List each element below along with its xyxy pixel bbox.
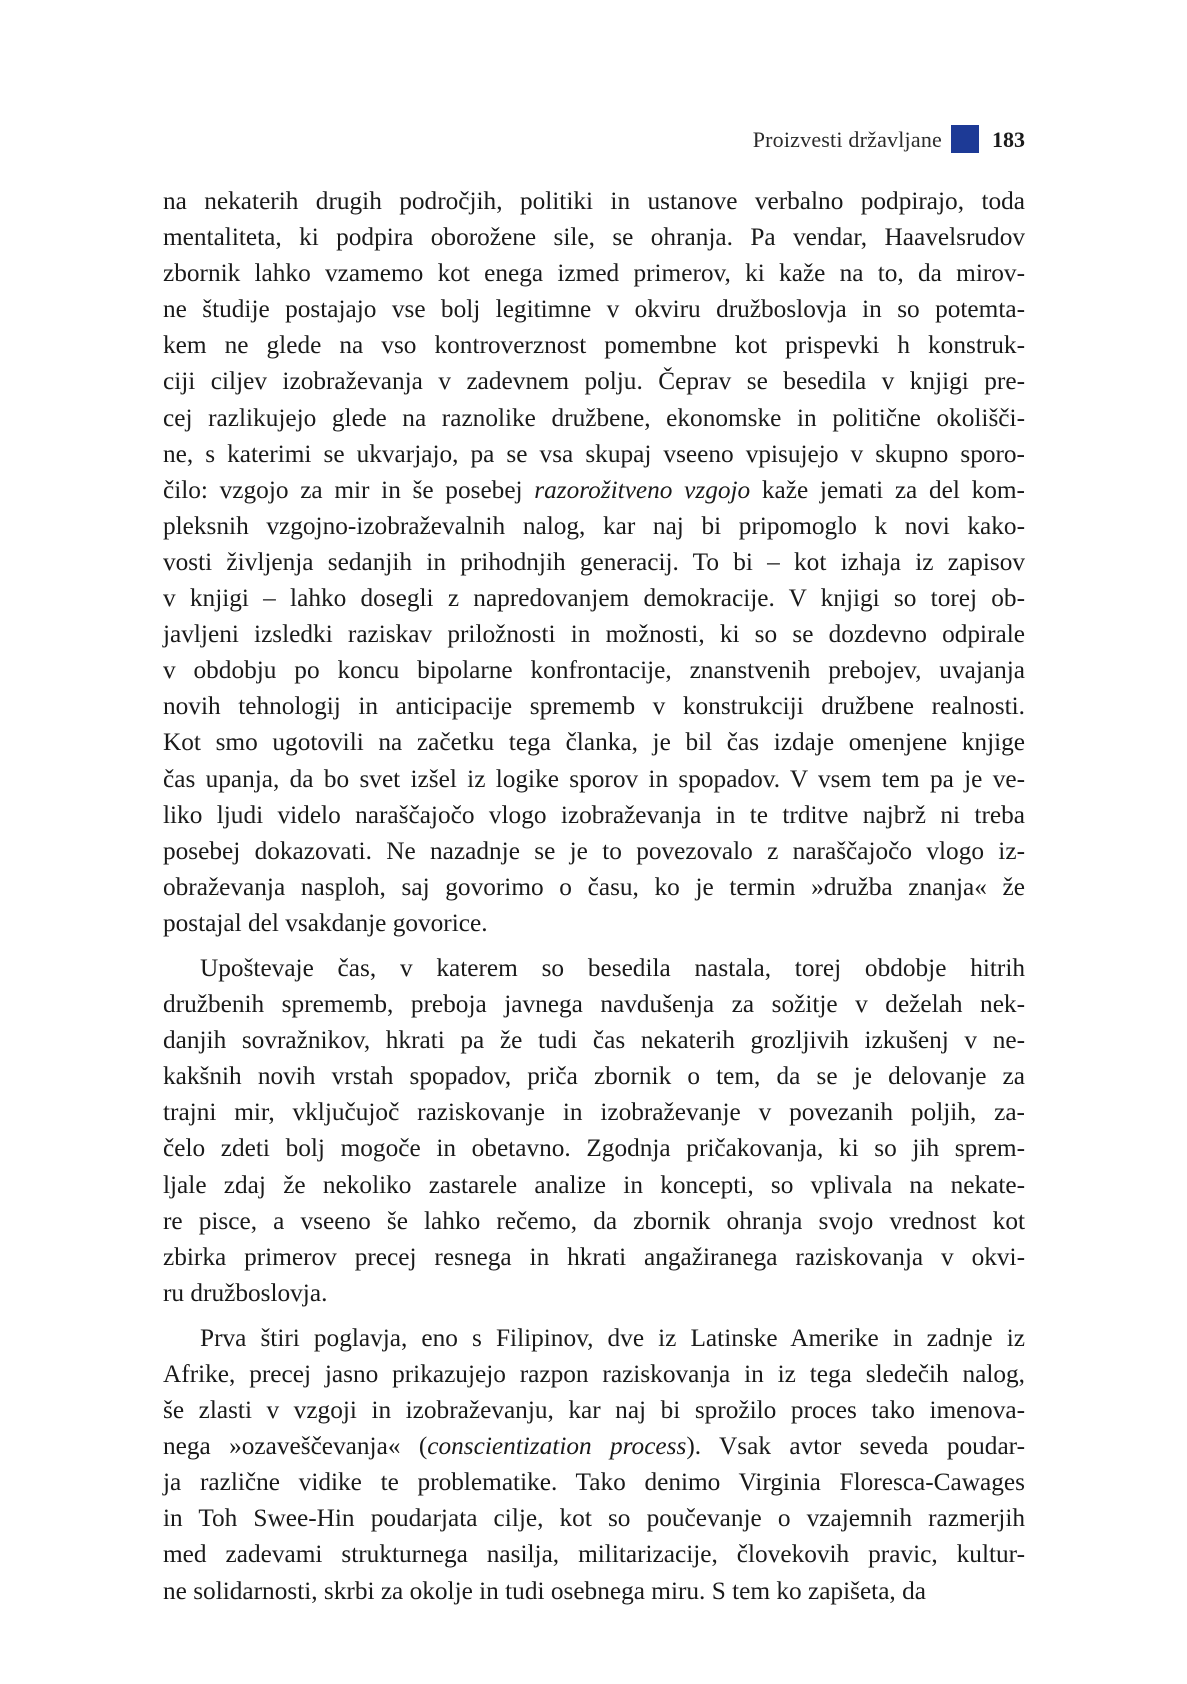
text-line	[163, 950, 1025, 986]
text-run: ne solidarnosti, skrbi za okolje in tudi osebnega miru. S tem ko zapišeta, da	[163, 1576, 926, 1605]
text-run: na nekaterih drugih področjih, politiki in ustanove verbalno podpirajo, toda	[163, 187, 1025, 215]
text-run: novih tehnologij in anticipacije sprememb v konstrukciji družbene realnosti.	[163, 692, 1025, 721]
running-header	[753, 127, 1025, 153]
text-run: med zadevami strukturnega nasilja, militarizacije, človekovih pravic, kultur-	[163, 1540, 1025, 1569]
text-line	[163, 1203, 1025, 1239]
text-line	[163, 761, 1025, 797]
text-line	[163, 797, 1025, 833]
text-run: kem ne glede na vso kontroverznost pomembne kot prispevki h konstruk-	[163, 331, 1025, 360]
text-run: trajni mir, vključujoč raziskovanje in izobraževanje v povezanih poljih, za-	[163, 1098, 1025, 1127]
paragraph	[163, 1320, 1025, 1609]
text-run: javljeni izsledki raziskav priložnosti in možnosti, ki so se dozdevno odpirale	[163, 620, 1025, 649]
text-line	[163, 255, 1025, 291]
text-line	[163, 1275, 1025, 1311]
text-line	[163, 580, 1025, 616]
text-run: čas upanja, da bo svet izšel iz logike sporov in spopadov. V vsem tem pa je ve-	[163, 764, 1025, 793]
text-line	[163, 1167, 1025, 1203]
text-line	[163, 616, 1025, 652]
text-line	[163, 472, 1025, 508]
text-run: v knjigi – lahko dosegli z napredovanjem demokracije. V knjigi so torej ob-	[163, 584, 1025, 613]
text-run: čelo zdeti bolj mogoče in obetavno. Zgodnja pričakovanja, ki so jih sprem-	[163, 1134, 1025, 1163]
text-line	[163, 1464, 1025, 1500]
text-line	[163, 652, 1025, 688]
text-line	[163, 327, 1025, 363]
paragraph-gap	[163, 941, 1025, 950]
text-line	[163, 986, 1025, 1022]
text-run: ne študije postajajo vse bolj legitimne v okviru družboslovja in so potemta-	[163, 295, 1025, 324]
text-run: vosti življenja sedanjih in prihodnjih generacij. To bi – kot izhaja iz zapisov	[163, 547, 1025, 576]
text-run: in Toh Swee-Hin poudarjata cilje, kot so poučevanje o vzajemnih razmerjih	[163, 1504, 1025, 1533]
text-line	[163, 1320, 1025, 1356]
text-line	[163, 1239, 1025, 1275]
text-line	[163, 219, 1025, 255]
text-run: Upoštevaje čas, v katerem so besedila nastala, torej obdobje hitrih	[200, 953, 1025, 982]
text-run: ciji ciljev izobraževanja v zadevnem polju. Čeprav se besedila v knjigi pre-	[163, 367, 1025, 396]
text-run: cej razlikujejo glede na raznolike družbene, ekonomske in politične okolišči-	[163, 403, 1025, 432]
text-line	[163, 1356, 1025, 1392]
text-run: čilo: vzgojo za mir in še posebej	[163, 475, 535, 504]
page-number: 183	[992, 127, 1025, 152]
text-run: Prva štiri poglavja, eno s Filipinov, dve iz Latinske Amerike in zadnje iz	[200, 1323, 1025, 1352]
text-line	[163, 724, 1025, 760]
text-run: nega »ozaveščevanja« (	[163, 1432, 428, 1461]
text-line	[163, 1392, 1025, 1428]
text-line	[163, 436, 1025, 472]
body-text	[163, 183, 1025, 1609]
text-line	[163, 183, 1025, 219]
text-run: danjih sovražnikov, hkrati pa že tudi čas nekaterih grozljivih izkušenj v ne-	[163, 1026, 1025, 1055]
paragraph-gap	[163, 1311, 1025, 1320]
text-run: Afrike, precej jasno prikazujejo razpon raziskovanja in iz tega sledečih nalog,	[163, 1360, 1025, 1388]
text-run: ). Vsak avtor seveda poudar-	[686, 1432, 1026, 1461]
running-title: Proizvesti državljane	[752, 127, 942, 152]
text-line	[163, 1094, 1025, 1130]
text-run: mentaliteta, ki podpira oborožene sile, se ohranja. Pa vendar, Haavelsrudov	[163, 223, 1025, 252]
text-run: še zlasti v vzgoji in izobraževanju, kar naj bi sprožilo proces tako imenova-	[163, 1396, 1025, 1425]
text-line	[163, 905, 1025, 941]
text-line	[163, 688, 1025, 724]
text-line	[163, 1573, 1025, 1609]
text-run: zbornik lahko vzamemo kot enega izmed primerov, ki kaže na to, da mirov-	[163, 259, 1025, 288]
header-marker-square	[951, 125, 979, 153]
text-run: zbirka primerov precej resnega in hkrati angažiranega raziskovanja v okvi-	[163, 1242, 1025, 1271]
text-line	[163, 869, 1025, 905]
text-run: posebej dokazovati. Ne nazadnje se je to povezovalo z naraščajočo vlogo iz-	[163, 836, 1025, 865]
text-run: Kot smo ugotovili na začetku tega članka, je bil čas izdaje omenjene knjige	[163, 728, 1025, 757]
text-line	[163, 544, 1025, 580]
text-run: liko ljudi videlo naraščajočo vlogo izobraževanja in te trditve najbrž ni treba	[163, 800, 1025, 829]
text-run: kaže jemati za del kom-	[750, 475, 1025, 504]
paragraph	[163, 950, 1025, 1311]
text-line	[163, 508, 1025, 544]
text-line	[163, 1058, 1025, 1094]
text-run: kakšnih novih vrstah spopadov, priča zbornik o tem, da se je delovanje za	[163, 1062, 1025, 1091]
text-line	[163, 1500, 1025, 1536]
text-line	[163, 363, 1025, 399]
paragraph	[163, 183, 1025, 941]
text-run: obraževanja nasploh, saj govorimo o času, ko je termin »družba znanja« že	[163, 872, 1025, 901]
italic-term: razorožitveno vzgojo	[534, 475, 751, 504]
text-line	[163, 291, 1025, 327]
text-run: v obdobju po koncu bipolarne konfrontacije, znanstvenih prebojev, uvajanja	[163, 656, 1025, 685]
text-run: družbenih sprememb, preboja javnega navdušenja za sožitje v deželah nek-	[163, 990, 1025, 1019]
text-run: ljale zdaj že nekoliko zastarele analize in koncepti, so vplivala na nekate-	[163, 1170, 1025, 1199]
text-run: pleksnih vzgojno-izobraževalnih nalog, kar naj bi pripomoglo k novi kako-	[163, 511, 1025, 540]
text-line	[163, 1536, 1025, 1572]
italic-term: conscientization process	[427, 1432, 687, 1461]
text-run: re pisce, a vseeno še lahko rečemo, da zbornik ohranja svojo vrednost kot	[163, 1206, 1025, 1235]
text-run: ru družboslovja.	[163, 1278, 328, 1307]
text-run: ja različne vidike te problematike. Tako denimo Virginia Floresca-Cawages	[163, 1468, 1025, 1497]
text-line	[163, 1022, 1025, 1058]
text-run: ne, s katerimi se ukvarjajo, pa se vsa skupaj vseeno vpisujejo v skupno sporo-	[163, 439, 1025, 468]
text-line	[163, 400, 1025, 436]
text-line	[163, 1130, 1025, 1166]
text-line	[163, 833, 1025, 869]
text-run: postajal del vsakdanje govorice.	[163, 908, 488, 937]
text-line	[163, 1428, 1025, 1464]
